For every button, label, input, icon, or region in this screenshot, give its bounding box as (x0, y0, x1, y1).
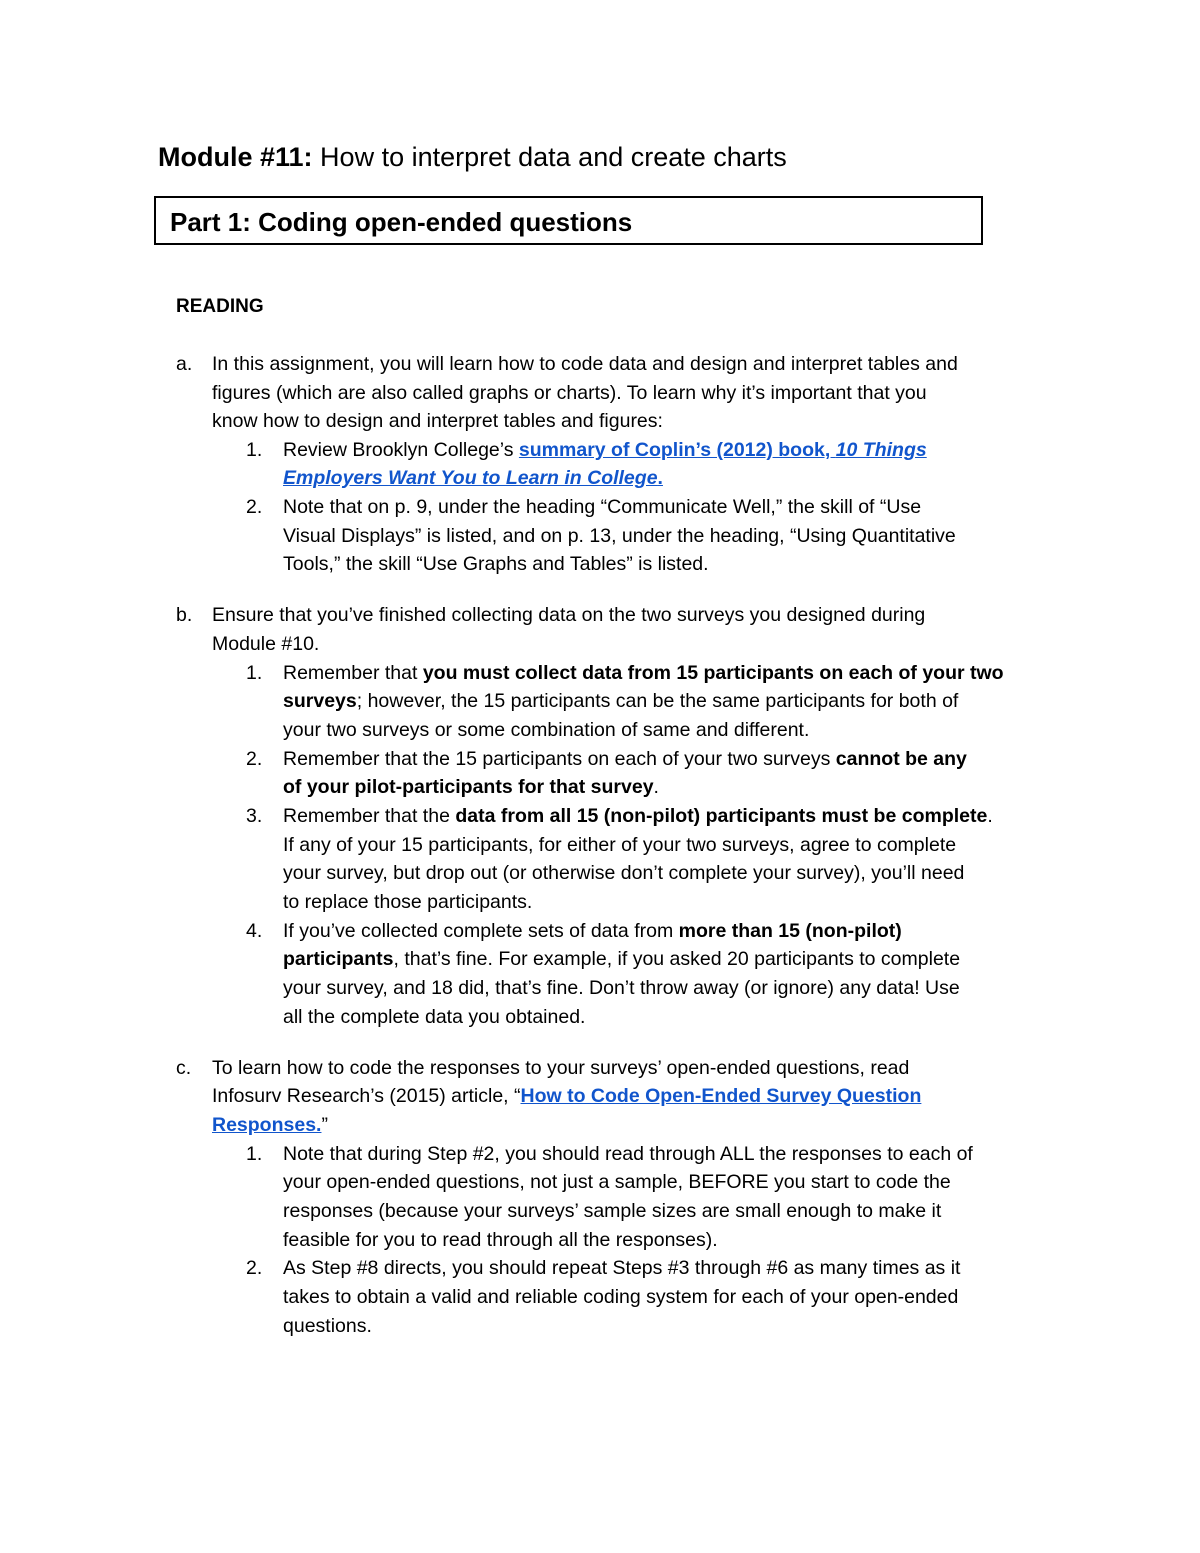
item-b-sub4-line-4: all the complete data you obtained. (283, 1006, 586, 1028)
item-a-sub2-line-3: Tools,” the skill “Use Graphs and Tables” is listed. (283, 553, 709, 575)
item-a-sub2-line-2: Visual Displays” is listed, and on p. 13, under the heading, “Using Quantitative (283, 525, 956, 547)
item-c-marker: c. (176, 1057, 192, 1079)
reading-label: READING (176, 296, 264, 317)
item-c-sub1-marker: 1. (246, 1143, 263, 1165)
item-c-sub1-line-4: feasible for you to read through all the responses). (283, 1229, 718, 1251)
item-a-sub1-marker: 1. (246, 439, 263, 461)
item-a-line-3: know how to design and interpret tables and figures: (212, 410, 663, 432)
item-c-sub1-line-1: Note that during Step #2, you should read through ALL the responses to each of (283, 1143, 973, 1165)
item-c-sub2-line-2: takes to obtain a valid and reliable coding system for each of your open-ended (283, 1286, 959, 1308)
item-b-sub3-line-2: If any of your 15 participants, for either of your two surveys, agree to complete (283, 834, 957, 856)
item-a-sub1-pre: Review Brooklyn College’s (283, 439, 519, 461)
item-c-line-1: To learn how to code the responses to your surveys’ open-ended questions, read (212, 1057, 910, 1079)
item-a-sub1-line-2 (283, 464, 663, 493)
item-a-marker: a. (176, 353, 193, 375)
coplin-summary-link[interactable]: summary of Coplin’s (2012) book, 10 Things (518, 439, 927, 461)
item-b-sub1-line-3: your two surveys or some combination of same and different. (283, 719, 810, 741)
item-b-sub4-marker: 4. (246, 920, 263, 942)
item-a-sub2-line-1: Note that on p. 9, under the heading “Communicate Well,” the skill of “Use (283, 496, 922, 518)
item-b-sub3-line-1: Remember that the data from all 15 (non-pilot) participants must be complete. (283, 805, 993, 827)
item-b-sub2-marker: 2. (246, 748, 263, 770)
item-b-sub3-marker: 3. (246, 805, 263, 827)
item-b-sub3-line-4: to replace those participants. (283, 891, 533, 913)
item-b-sub1-line-2: surveys; however, the 15 participants can be the same participants for both of (283, 690, 959, 712)
infosurv-article-link[interactable]: How to Code Open-Ended Survey Question (520, 1085, 922, 1107)
item-c-sub2-line-3: questions. (283, 1315, 372, 1337)
item-c-sub1-line-2: your open-ended questions, not just a sample, BEFORE you start to code the (283, 1171, 951, 1193)
item-b-marker: b. (176, 604, 193, 626)
item-c-sub2-line-1: As Step #8 directs, you should repeat Steps #3 through #6 as many times as it (283, 1257, 961, 1279)
coplin-summary-link-cont[interactable]: Employers Want You to Learn in College. (283, 467, 663, 489)
item-c-sub1-line-3: responses (because your surveys’ sample sizes are small enough to make it (283, 1200, 942, 1222)
item-a-line-2: figures (which are also called graphs or charts). To learn why it’s important that you (212, 382, 927, 404)
item-b-sub1-marker: 1. (246, 662, 263, 684)
part-heading: Part 1: Coding open-ended questions (170, 207, 633, 237)
item-b-sub1-line-1: Remember that you must collect data from 15 participants on each of your two (283, 662, 1004, 684)
item-c-sub2-marker: 2. (246, 1257, 263, 1279)
item-c-line-2: Infosurv Research’s (2015) article, “How to Code Open-Ended Survey Question (212, 1085, 922, 1107)
item-b-sub4-line-3: your survey, and 18 did, that’s fine. Don’t throw away (or ignore) any data! Use (283, 977, 960, 999)
item-b-sub2-line-2: of your pilot-participants for that survey. (283, 776, 659, 798)
module-title (158, 142, 787, 173)
item-b-line-1: Ensure that you’ve finished collecting data on the two surveys you designed during (212, 604, 926, 626)
part-heading-box (154, 196, 983, 245)
item-b-sub4-line-1: If you’ve collected complete sets of data from more than 15 (non-pilot) (283, 920, 902, 942)
item-a-sub1-line-1 (283, 436, 927, 465)
item-c-line-3: Responses.” (212, 1114, 328, 1136)
item-b-sub2-line-1: Remember that the 15 participants on each of your two surveys cannot be any (283, 748, 967, 770)
module-title-prefix: Module #11: (158, 142, 313, 172)
module-title-rest: How to interpret data and create charts (312, 142, 787, 172)
infosurv-article-link-cont[interactable]: Responses. (212, 1114, 322, 1136)
item-a-sub2-marker: 2. (246, 496, 263, 518)
item-b-sub4-line-2: participants, that’s fine. For example, if you asked 20 participants to complete (283, 948, 961, 970)
item-b-line-2: Module #10. (212, 633, 320, 655)
item-a-line-1: In this assignment, you will learn how to code data and design and interpret tables and (212, 353, 958, 375)
item-b-sub3-line-3: your survey, but drop out (or otherwise don’t complete your survey), you’ll need (283, 862, 965, 884)
